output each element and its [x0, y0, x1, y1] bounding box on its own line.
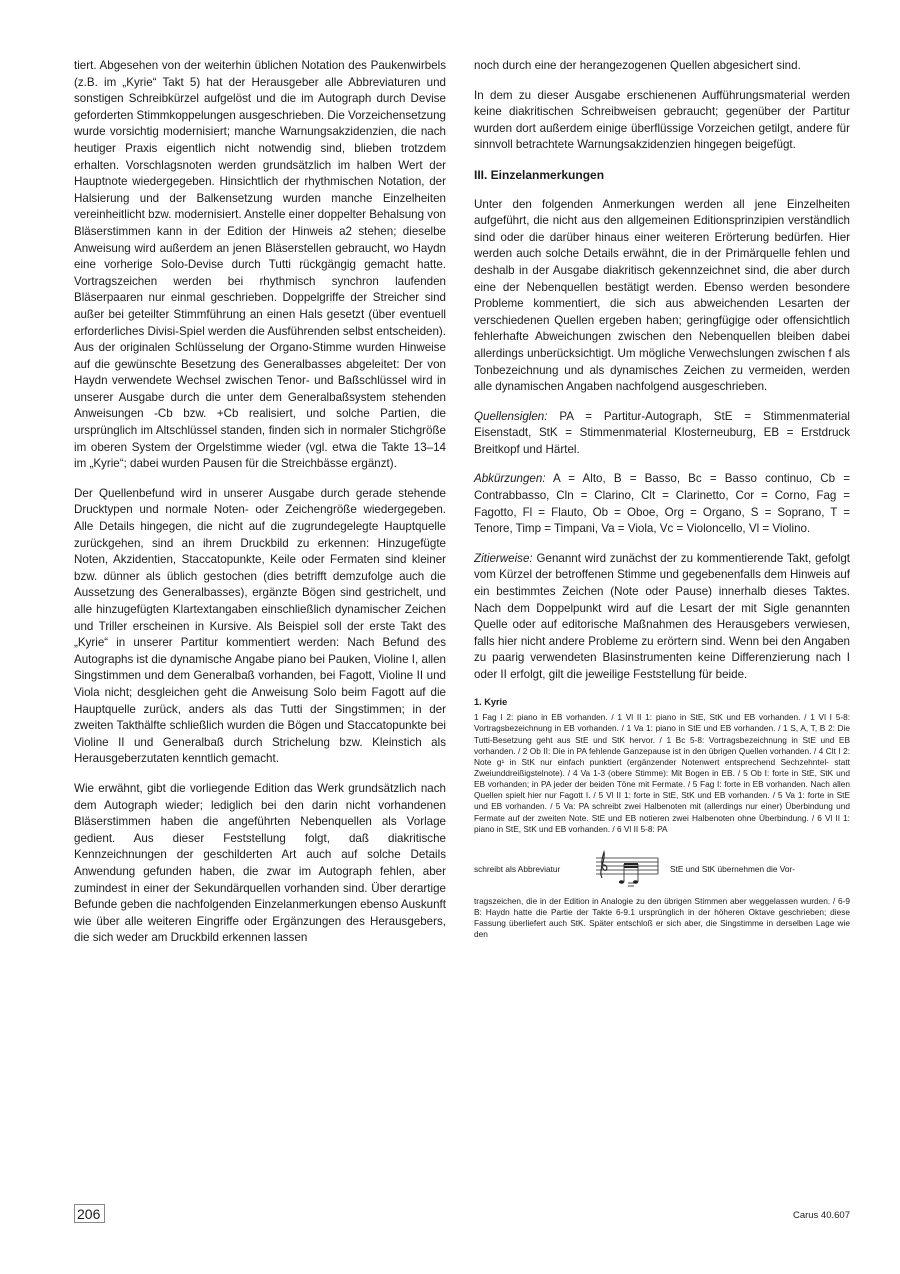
paragraph-source-findings: Der Quellenbefund wird in unserer Ausgabe durch gerade stehende Drucktypen und normale Noten- oder Zeichengröße wiedergegeben. Alle Details hingegen, die nicht auf die zugrundegelegte Hauptquelle zurückgehen, sind an ihrem Druckbild zu erkennen: Hinzugefügte Noten, Akzidentien, Staccatopunkte, Keile oder Fermaten sind kleiner bzw. dünner als üblich gestochen (dies betrifft demzufolge auch die Aussetzung des Generalbasses), ergänzte Bögen sind gestrichelt, und alle hinzugefügten Klartextangaben einschließlich dynamischer Zeichen und Triller erscheinen in Kursive. Als Beispiel soll der erste Takt des „Kyrie“ in unserer Partitur kommentiert werden: Nach Befund des Autographs ist die dynamische Angabe piano bei Pauken, Violine I, allen Singstimmen und dem Generalbaß vorhanden, bei Fagott, Violine II und Viola nicht; desgleichen geht die Anweisung Solo beim Fagott auf die Hauptquelle zurück, anders als das Tutti der Singstimmen; in der zweiten Takthälfte schließlich wurden die Bögen und Staccatopunkte bei Violine II und Generalbaß durch Strichelung bzw. Kleinstich als Herausgeberzutaten kenntlich gemacht. [74, 486, 446, 766]
section-heading: III. Einzelanmerkungen [474, 167, 605, 182]
paragraph-continuation: noch durch eine der herangezogenen Quellen abgesichert sind. [474, 59, 801, 72]
kyrie-notes: 1 Fag I 2: piano in EB vorhanden. / 1 Vl II 1: piano in StE, StK und EB vorhanden. / 1 Vl I 5-8: Vortragsbezeichnung in EB vorhanden. / 1 Va 1: piano in StE und EB vorhanden. / 1 S, A, T, B 2: Die Tutti-Besetzung geht aus StE und StK hervor. / 1 Bc 5-8: Vortragsbezeichnung in StE und EB vorhanden. / 2 Ob II: Die in PA fehlende Ganzepause ist in den übrigen Quellen vorhanden. / 4 Clt I 2: Note g¹ in StK nur einfach punktiert (ergänzender Notenwert entsprechend Sechzehntel- statt Zweiunddreißigstelnote). / 4 Va 1-3 (obere Stimme): Mit Bogen in EB. / 5 Ob I: forte in StE, StK und EB vorhanden; in PA jeder der beiden Töne mit Fermate. / 5 Fag I: forte in EB vorhanden. Nach allen Quellen spielt hier nur Fagott I. / 5 Vl II 1: forte in StE, StK und EB vorhanden. / 5 Va 1: forte in StE und EB vorhanden. / 5 Va: PA schreibt zwei Halbenoten mit (allerdings nur einer) Überbindung und Fermate auf der zweiten Note. StE und EB notieren zwei Halbenoten ohne Überbindung. / 6 Vl II 1: piano in StE, StK und EB vorhanden. / 6 Vl II 5-8: PA [474, 712, 850, 834]
music-notation-icon [594, 848, 660, 890]
catalog-number: Carus 40.607 [792, 1210, 850, 1221]
abbreviation-text-right: StE und StK übernehmen die Vor- [670, 863, 795, 874]
paragraph-performance-material: In dem zu dieser Ausgabe erschienenen Aufführungsmaterial werden keine diakritischen Schreibweisen gebraucht; gegenüber der Partitur wurden dort außerdem einige überflüssige Vorzeichen getilgt, andere für sinnvoll betrachtete Warnungsakzidenzien hingegen beigefügt. [474, 88, 850, 152]
paragraph-edition-basis: Wie erwähnt, gibt die vorliegende Edition das Werk grundsätzlich nach dem Autograph wieder; lediglich bei den darin nicht vorhandenen Bläserstimmen haben die angeführten Nebenquellen als Vorlage gedient. Aus dieser Feststellung folgt, daß diakritische Kennzeichnungen der geschilderten Art auch auf solche Details Anwendung gefunden haben, die zwar im Autograph fehlen, aber zumindest in einer der Sekundärquellen vorhanden sind. Über derartige Befunde geben die nachfolgenden Einzelanmerkungen ebenso Auskunft wie über alle weiteren Eingriffe oder Ergänzungen des Herausgebers, die sich weder am Druckbild erkennen lassen [74, 781, 446, 945]
kyrie-heading: 1. Kyrie [474, 696, 508, 707]
paragraph-individual-notes: Unter den folgenden Anmerkungen werden all jene Einzelheiten aufgeführt, die nicht aus den allgemeinen Editionsprinzipien verständlich sind oder die darüber hinaus einer weiteren Erörterung bedürfen. Hier werden auch solche Details erwähnt, die in der Primärquelle fehlen und deshalb in der Ausgabe diakritisch gekennzeichnet sind, die aber durch eine der Nebenquellen bestätigt werden. Ebenso werden besondere Probleme kommentiert, die sich aus abweichenden Lesarten der verschiedenen Quellen ergeben haben; geringfügige oder offensichtlich fehlerhafte Abweichungen zwischen den Nebenquellen bleiben dabei allerdings unberücksichtigt. Um mögliche Verwechslungen zwischen f als Tonbezeichnung und als dynamisches Zeichen zu vermeiden, werden alle dynamischen Angaben nachfolgend ausgeschrieben. [474, 197, 850, 394]
text-citation: Genannt wird zunächst der zu kommentierende Takt, gefolgt vom Kürzel der betroffenen Stimme und gegebenenfalls dem Hinweis auf ein bestimmtes Zeichen (Note oder Pause) innerhalb dieses Taktes. Nach dem Doppelpunkt wird auf die Lesart der mit Sigle genannten Quelle oder auf editorische Maßnahmen des Herausgebers verwiesen, falls hier nicht andere Probleme zu erörtern sind. Wenn bei den Angaben zu paarig verwendeten Blasinstrumenten keine Differenzierung nach I oder II erfolgt, gilt die jeweilige Feststellung für beide. [474, 551, 850, 681]
kyrie-notes-continued: tragszeichen, die in der Edition in Analogie zu den übrigen Stimmen aber weggelassen wurden. / 6-9 B: Haydn hatte die Partie der Takte 6-9.1 ursprünglich in der höheren Oktave geschrieben; diese Fassung überliefert auch StK. Später entschloß er sich aber, die Singstimme in derselben Lage wie den [474, 895, 850, 940]
text-abbreviations: A = Alto, B = Basso, Bc = Basso continuo, Cb = Contrabbasso, Cln = Clarino, Clt = Clarinetto, Cor = Corno, Fag = Fagotto, Fl = Flauto, Ob = Oboe, Org = Organo, S = Soprano, T = Tenore, Timp = Timpani, Va = Viola, Vc = Violoncello, Vl = Violino. [474, 472, 850, 536]
paragraph-citation [474, 551, 850, 684]
paragraph-source-sigla [474, 409, 850, 459]
left-column [74, 58, 446, 960]
abbreviation-text-left: schreibt als Abbreviatur [474, 863, 561, 874]
label-abbreviations: Abkürzungen: [474, 472, 546, 486]
paragraph-notation: tiert. Abgesehen von der weiterhin üblichen Notation des Paukenwirbels (z.B. im „Kyrie“ Takt 5) hat der Herausgeber alle Abbreviaturen und sonstigen Schreibkürzel aufgelöst und die im Autograph durch Devise geforderten Stimmkoppelungen ausgeschrieben. Die Vorzeichensetzung wurde vorsichtig modernisiert; manche Warnungsakzidenzien, die nach heutiger Praxis eigentlich nicht notwendig sind, blieben trotzdem erhalten. Vorschlagsnoten werden grundsätzlich im halben Wert der Hauptnote wiedergegeben. Hinsichtlich der rhythmischen Notation, der Halsierung und der Balkensetzung wurden manche Einzelheiten vereinheitlicht bzw. modernisiert. Anstelle einer doppelter Behalsung von Bläserstimmen kann in der Edition der Hinweis a2 stehen; dieselbe Anweisung wird außerdem an jenen Bläserstellen gebraucht, wo Haydn eine vorherige Solo-Devise durch Tutti rückgängig gemacht hatte. Vortragszeichen werden bei rhythmisch synchron laufenden Bläserpaaren nur einmal geschrieben. Doppelgriffe der Streicher sind außer bei geteilter Stimmführung an einen Hals gesetzt (über eventuell erforderliches Divisi-Spiel werden die Ausführenden selbst entscheiden). Aus der originalen Schlüsselung der Organo-Stimme wurden Hinweise auf die gewünschte Besetzung des Generalbasses abgeleitet: Der von Haydn verwendete Wechsel zwischen Tenor- und Baßschlüssel wird in unserer Ausgabe durch die unter dem Generalbaßsystem stehenden Anweisungen -Cb bzw. +Cb realisiert, und solche Partien, die ursprünglich im Altschlüssel standen, finden sich in normaler Stichgröße im oberen System der Orgelstimme wieder (vgl. etwa die Takte 13–14 im „Kyrie“; dabei wurden Pausen für die Streichbässe ergänzt). [74, 59, 446, 471]
label-sigla: Quellensiglen: [474, 409, 548, 423]
abbreviation-example [474, 848, 850, 890]
page-number: 206 [74, 1204, 105, 1223]
paragraph-abbreviations [474, 471, 850, 537]
text-sigla: PA = Partitur-Autograph, StE = Stimmenmaterial Eisenstadt, StK = Stimmenmaterial Klosterneuburg, EB = Erstdruck Breitkopf und Härtel. [474, 409, 850, 456]
right-column [474, 58, 850, 954]
label-citation: Zitierweise: [474, 551, 533, 565]
